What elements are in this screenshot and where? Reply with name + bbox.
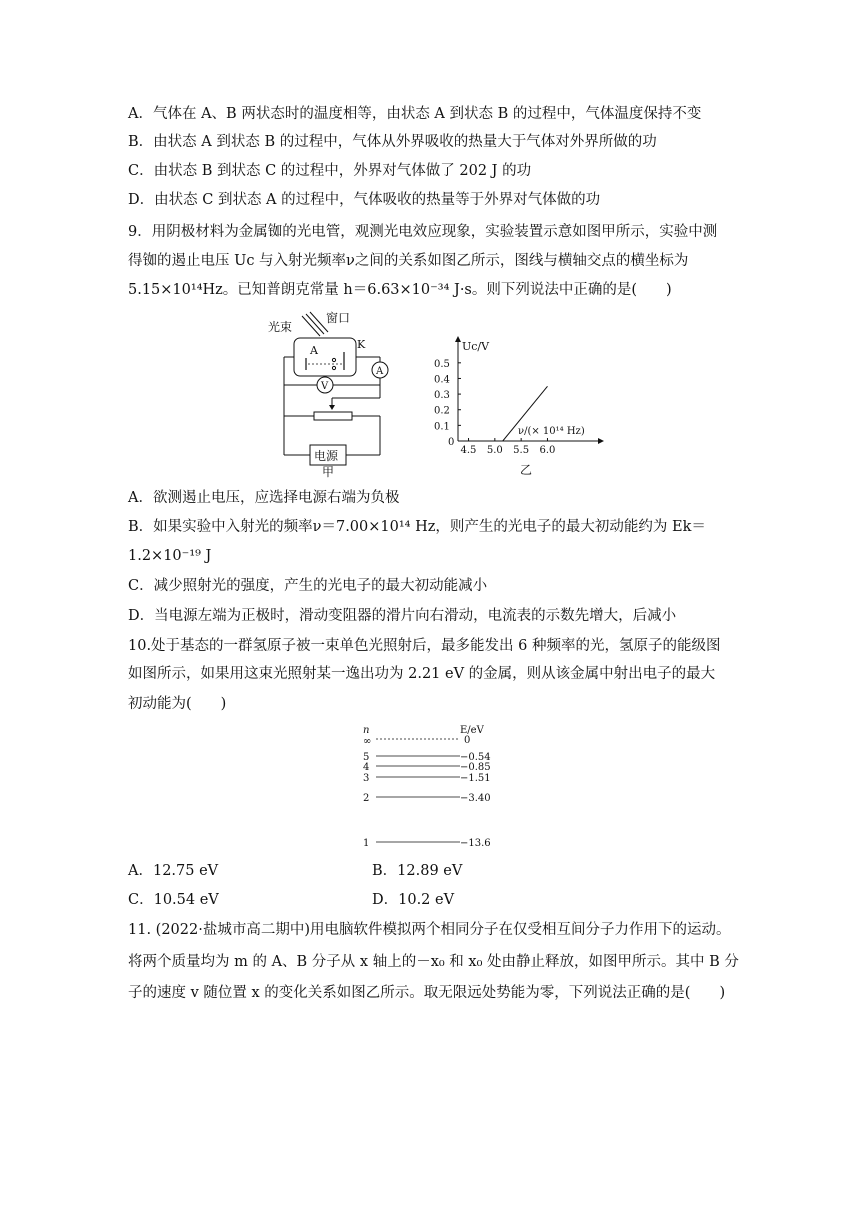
level-1 [363, 838, 491, 849]
svg-text:−13.6: −13.6 [460, 838, 491, 849]
q9-option-b-line2: 1.2×10⁻¹⁹ J [128, 548, 212, 564]
q9-stem-line3: 5.15×10¹⁴Hz。已知普朗克常量 h＝6.63×10⁻³⁴ J·s。则下列说法中正确的是( ) [128, 282, 672, 298]
svg-text:2: 2 [363, 793, 370, 804]
q8-option-d: D．由状态 C 到状态 A 的过程中，气体吸收的热量等于外界对气体做的功 [128, 192, 601, 208]
q10-option-a: A．12.75 eV [128, 863, 219, 879]
q9-option-d: D．当电源左端为正极时，滑动变阻器的滑片向右滑动，电流表的示数先增大，后减小 [128, 608, 677, 624]
q9-option-b-line1: B．如果实验中入射光的频率ν＝7.00×10¹⁴ Hz，则产生的光电子的最大初动能约为 Ek＝ [128, 519, 706, 535]
window-label: 窗口 [326, 311, 351, 325]
q8-option-c: C．由状态 B 到状态 C 的过程中，外界对气体做了 202 J 的功 [128, 163, 532, 179]
level-3 [363, 773, 491, 784]
q9-stem-line2: 得铷的遏止电压 Uc 与入射光频率ν之间的关系如图乙所示，图线与横轴交点的横坐标为 [128, 253, 689, 269]
q9-option-a: A．欲测遏止电压，应选择电源右端为负极 [128, 490, 400, 506]
q10-stem-line2: 如图所示，如果用这束光照射某一逸出功为 2.21 eV 的金属，则从该金属中射出电子的最大 [128, 666, 716, 682]
y-tick-label: 0.4 [434, 374, 450, 386]
power-source-label: 电源 [314, 449, 339, 463]
svg-text:3: 3 [363, 773, 370, 784]
level-2 [363, 793, 491, 804]
q11-stem-line1: 11. (2022·盐城市高二期中)用电脑软件模拟两个相同分子在仅受相互间分子力作用下的运动。 [128, 922, 731, 938]
q8-option-a: A．气体在 A、B 两状态时的温度相等，由状态 A 到状态 B 的过程中，气体温度保持不变 [128, 106, 702, 122]
n-label: n [363, 725, 370, 736]
ammeter-label: A [376, 366, 384, 377]
svg-text:4: 4 [363, 762, 370, 773]
x-tick-label: 5.5 [513, 445, 530, 456]
q10-stem-line3: 初动能为( ) [128, 696, 227, 712]
q8-option-b: B．由状态 A 到状态 B 的过程中，气体从外界吸收的热量大于气体对外界所做的功 [128, 134, 657, 150]
energy-unit-label: E/eV [460, 725, 484, 736]
q11-stem-line3: 子的速度 v 随位置 x 的变化关系如图乙所示。取无限远处势能为零，下列说法正确的是( ) [128, 985, 726, 1001]
cathode-label: K [357, 338, 366, 351]
y-tick-label: 0.2 [434, 405, 450, 417]
y-tick-label: 0.1 [434, 421, 450, 433]
anode-label: A [310, 344, 318, 357]
svg-text:1: 1 [363, 838, 370, 849]
y-axis-arrow [455, 336, 461, 342]
level-inf [363, 735, 470, 747]
svg-text:−3.40: −3.40 [460, 793, 491, 804]
y-tick-label: 0.5 [434, 358, 450, 370]
q10-option-d: D．10.2 eV [372, 892, 455, 908]
level-4 [363, 762, 491, 773]
svg-text:−1.51: −1.51 [460, 773, 491, 784]
q10-stem-line1: 10.处于基态的一群氢原子被一束单色光照射后，最多能发出 6 种频率的光，氢原子的能级图 [128, 638, 721, 654]
y-tick-label: 0 [448, 437, 455, 448]
x-axis-label: ν/(× 10¹⁴ Hz) [518, 426, 585, 437]
svg-text:5: 5 [363, 752, 370, 763]
x-tick-label: 4.5 [460, 445, 477, 456]
x-tick-label: 6.0 [539, 445, 556, 456]
energy-level-diagram [360, 722, 520, 854]
q9-stem-line1: 9．用阴极材料为金属铷的光电管，观测光电效应现象，实验装置示意如图甲所示，实验中测 [128, 224, 718, 240]
q9-option-c: C．减少照射光的强度，产生的光电子的最大初动能减小 [128, 578, 488, 594]
q10-option-b: B．12.89 eV [372, 863, 463, 879]
x-tick-label: 5.0 [486, 445, 503, 456]
voltmeter-label: V [321, 381, 329, 392]
uc-frequency-chart [430, 336, 610, 480]
figure-yi-caption: 乙 [520, 463, 533, 477]
y-axis-label: Uc/V [462, 340, 490, 353]
q11-stem-line2: 将两个质量均为 m 的 A、B 分子从 x 轴上的－x₀ 和 x₀ 处由静止释放，如图甲所示。其中 B 分 [128, 954, 739, 970]
circuit-diagram [262, 310, 412, 480]
x-axis-arrow [598, 438, 604, 444]
y-tick-label: 0.3 [434, 390, 450, 402]
svg-text:∞: ∞ [363, 736, 372, 747]
svg-text:0: 0 [464, 735, 471, 746]
q10-option-c: C．10.54 eV [128, 892, 219, 908]
figure-jia-caption: 甲 [322, 465, 335, 479]
svg-text:−0.85: −0.85 [460, 762, 491, 773]
light-beam-label: 光束 [268, 320, 293, 334]
svg-text:−0.54: −0.54 [460, 752, 491, 763]
